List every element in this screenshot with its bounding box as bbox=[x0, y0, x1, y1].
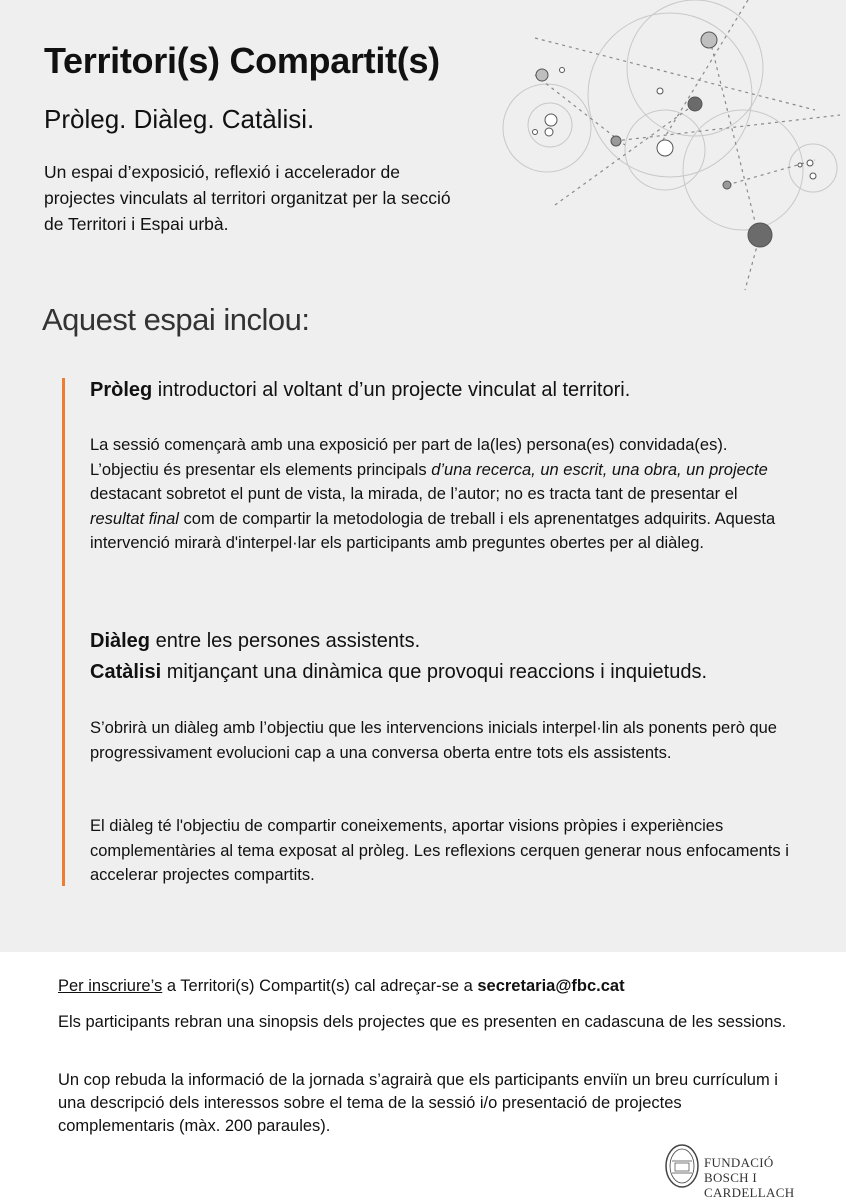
dialeg-heading bbox=[90, 628, 790, 655]
page-title: Territori(s) Compartit(s) bbox=[44, 40, 440, 81]
dialeg-rest: entre les persones assistents. bbox=[150, 630, 421, 652]
dialeg-paragraph-2: El diàleg té l'objectiu de compartir coneixements, aportar visions pròpies i experiències complementàries al tema exposat al pròleg. Les reflexions cerquen generar nous enfocaments i accelerar projectes compartits. bbox=[90, 817, 789, 884]
proleg-bold: Pròleg bbox=[90, 379, 153, 401]
catalisi-bold: Catàlisi bbox=[90, 661, 162, 683]
dialeg-paragraph-1: S’obrirà un diàleg amb l’objectiu que les intervencions inicials interpel·lin als ponents però que progressivament evolucioni cap a una conversa oberta entre tots els assistents. bbox=[90, 719, 777, 762]
cv-request-note: Un cop rebuda la informació de la jornada s’agrairà que els participants enviïn un breu currículum i una descripció dels interessos sobre el tema de la sessió i/o presentació de projectes complementaris (màx. 200 paraules). bbox=[58, 1071, 778, 1135]
proleg-text-3: com de compartir la metodologia de treball i els aprenentatges adquirits. Aquesta intervenció mirarà d'interpel·lar els participants amb preguntes obertes per al diàleg. bbox=[90, 509, 776, 552]
synopsis-note: Els participants rebran una sinopsis dels projectes que es presenten en cadascuna de les sessions. bbox=[58, 1013, 787, 1031]
proleg-heading bbox=[90, 377, 790, 404]
proleg-italic-2: resultat final bbox=[90, 509, 179, 528]
proleg-rest: introductori al voltant d’un projecte vinculat al territori. bbox=[152, 379, 631, 401]
logo-line-1: FUNDACIÓ bbox=[704, 1155, 774, 1170]
registration-mid: a Territori(s) Compartit(s) cal adreçar-se a bbox=[162, 977, 478, 995]
catalisi-heading bbox=[90, 659, 790, 686]
proleg-text-2: destacant sobretot el punt de vista, la mirada, de l’autor; no es tracta tant de presentar el bbox=[90, 485, 738, 503]
catalisi-rest: mitjançant una dinàmica que provoqui reaccions i inquietuds. bbox=[161, 661, 708, 683]
intro-text: Un espai d’exposició, reflexió i accelerador de projectes vinculats al territori organitzat per la secció de Territori i Espai urbà. bbox=[44, 162, 451, 234]
page-subtitle: Pròleg. Diàleg. Catàlisi. bbox=[44, 104, 315, 134]
logo-text bbox=[704, 1155, 834, 1200]
proleg-text-1: La sessió començarà amb una exposició per part de la(les) persona(es) convidada(es). L’objectiu és presentar els elements principals bbox=[90, 436, 728, 479]
dialeg-bold: Diàleg bbox=[90, 630, 151, 652]
foundation-seal-icon bbox=[664, 1143, 700, 1189]
accent-bar bbox=[62, 378, 65, 886]
network-graphic bbox=[495, 0, 846, 300]
proleg-description bbox=[90, 433, 790, 556]
foundation-logo bbox=[664, 1143, 834, 1200]
includes-heading: Aquest espai inclou: bbox=[42, 302, 310, 337]
register-link[interactable]: Per inscriure’s bbox=[58, 977, 163, 995]
logo-line-2: BOSCH I CARDELLACH bbox=[704, 1170, 795, 1200]
proleg-italic-1: d’una recerca, un escrit, una obra, un projecte bbox=[431, 460, 768, 479]
contact-email[interactable]: secretaria@fbc.cat bbox=[477, 977, 625, 995]
registration-line bbox=[58, 975, 788, 998]
